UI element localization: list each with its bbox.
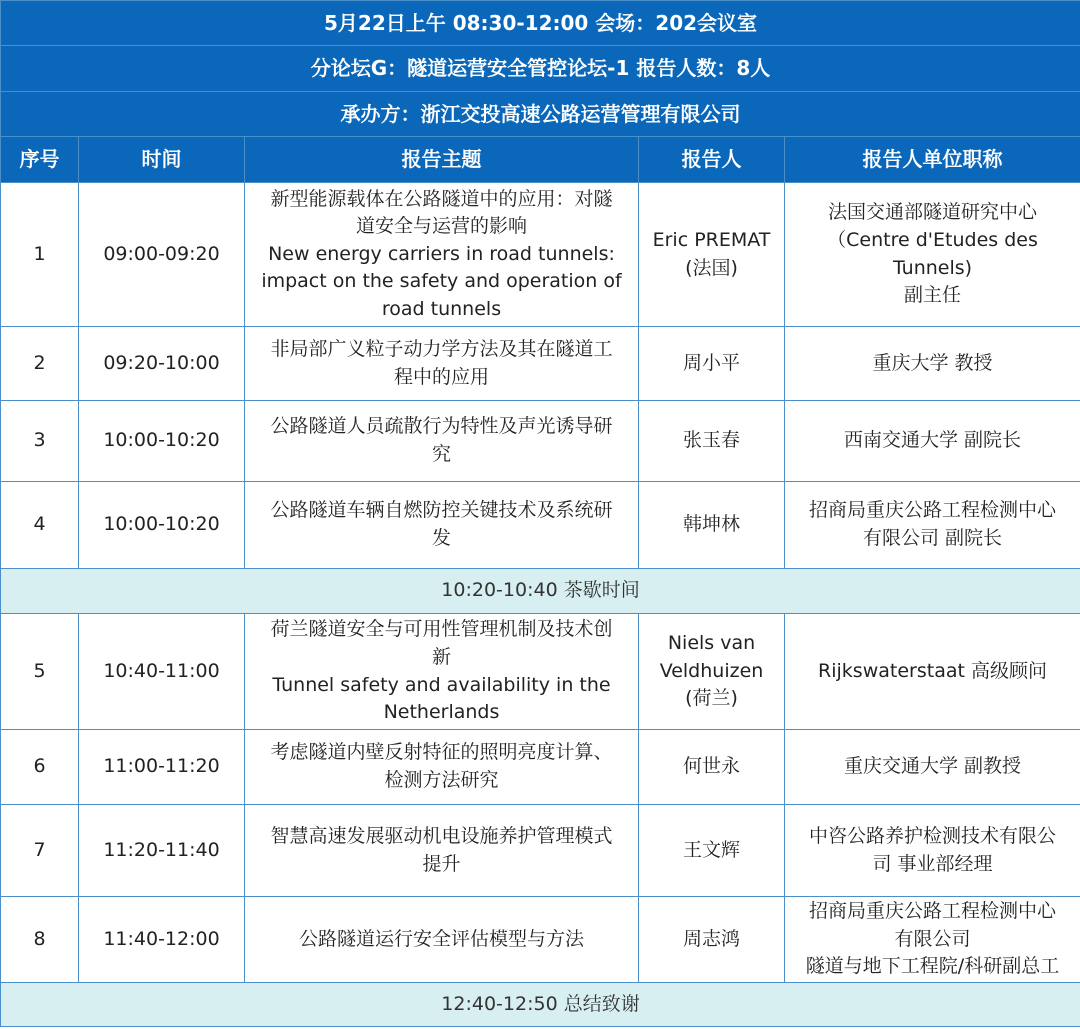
row-unit-line: Tunnels) [892,256,973,279]
header-topic: 报告主题 [245,137,639,183]
row-speaker-line: 何世永 [682,755,740,778]
row-speaker-line: (荷兰) [685,687,738,710]
row-number: 1 [1,183,79,327]
tea-break: 10:20-10:40 茶歇时间 [1,569,1080,614]
table-row [1,730,1080,805]
row-topic-line: 道安全与运营的影响 [355,215,527,238]
row-speaker-line: (法国) [685,256,738,279]
row-topic [245,482,639,569]
table-row [1,482,1080,569]
row-unit [785,183,1080,327]
row-unit-line: 重庆交通大学 副教授 [843,755,1022,778]
row-topic-line: 检测方法研究 [384,769,499,791]
row-unit-line: 隧道与地下工程院/科研副总工 [805,955,1060,978]
header-time: 时间 [79,137,245,183]
row-topic-line: 新型能源载体在公路隧道中的应用：对隧 [270,187,613,210]
row-unit-line: Rijkswaterstaat 高级顾问 [818,659,1047,682]
row-topic-line: New energy carriers in road tunnels: [268,242,615,265]
row-topic [245,327,639,401]
header-row [1,137,1080,183]
row-topic-line: 公路隧道运行安全评估模型与方法 [298,927,584,950]
closing-remarks: 12:40-12:50 总结致谢 [1,983,1080,1027]
row-time: 11:00-11:20 [79,730,245,805]
row-unit [785,805,1080,897]
row-speaker-line: 韩坤林 [682,513,740,536]
row-speaker-line: 周小平 [682,351,740,374]
row-time: 11:20-11:40 [79,805,245,897]
row-unit [785,614,1080,730]
row-number: 5 [1,614,79,730]
row-speaker-line: 周志鸿 [682,927,740,950]
table-row [1,401,1080,482]
row-topic [245,183,639,327]
row-speaker-line: 张玉春 [682,429,740,452]
row-speaker [639,327,785,401]
row-speaker-line: Veldhuizen [659,659,764,682]
row-topic [245,897,639,983]
row-topic-line: 公路隧道人员疏散行为特性及声光诱导研 [270,415,613,438]
row-topic-line: 智慧高速发展驱动机电设施养护管理模式 [270,824,613,847]
row-speaker [639,401,785,482]
row-speaker [639,183,785,327]
header-speaker: 报告人 [639,137,785,183]
row-speaker [639,897,785,983]
row-topic-line: 究 [431,443,451,465]
table-row [1,897,1080,983]
row-speaker-line: Eric PREMAT [652,228,771,251]
row-unit-line: 副主任 [904,284,962,307]
row-unit-line: 法国交通部隧道研究中心 [828,201,1038,224]
tea-break-row [1,569,1080,614]
row-number: 8 [1,897,79,983]
row-topic-line: 考虑隧道内壁反射特征的照明亮度计算、 [270,741,613,764]
row-topic-line: 发 [431,527,451,549]
row-topic-line: 非局部广义粒子动力学方法及其在隧道工 [270,337,613,360]
header-no: 序号 [1,137,79,183]
row-topic-line: 新 [431,645,451,668]
row-unit-line: 司 事业部经理 [872,852,993,875]
closing-remarks-row [1,983,1080,1027]
row-unit-line: 中咨公路养护检测技术有限公 [809,824,1057,847]
row-topic-line: 程中的应用 [393,365,489,388]
row-unit [785,897,1080,983]
row-topic-line: road tunnels [381,297,502,320]
row-topic-line: Netherlands [383,701,500,724]
row-number: 3 [1,401,79,482]
row-unit-line: 重庆大学 教授 [872,351,993,374]
row-unit [785,482,1080,569]
table-row [1,805,1080,897]
organizer-banner: 承办方：浙江交投高速公路运营管理有限公司 [1,92,1080,137]
table-row [1,614,1080,730]
row-time: 09:00-09:20 [79,183,245,327]
row-topic [245,614,639,730]
row-time: 10:40-11:00 [79,614,245,730]
row-speaker-line: Niels van [667,632,756,655]
row-unit-line: 招商局重庆公路工程检测中心 [809,900,1057,923]
row-number: 6 [1,730,79,805]
row-speaker [639,614,785,730]
row-unit-line: 招商局重庆公路工程检测中心 [809,499,1057,522]
row-speaker [639,805,785,897]
row-speaker [639,482,785,569]
row-speaker-line: 王文辉 [682,838,740,861]
row-number: 2 [1,327,79,401]
session-banner: 5月22日上午 08:30-12:00 会场：202会议室 [1,1,1080,46]
header-unit: 报告人单位职称 [785,137,1080,183]
row-time: 09:20-10:00 [79,327,245,401]
row-unit [785,401,1080,482]
table-row [1,183,1080,327]
row-unit-line: 有限公司 副院长 [862,527,1003,549]
table-row [1,327,1080,401]
row-time: 10:00-10:20 [79,482,245,569]
row-topic-line: 提升 [422,852,461,875]
row-topic-line: impact on the safety and operation of [261,270,622,293]
row-topic [245,401,639,482]
row-topic [245,805,639,897]
row-unit-line: 西南交通大学 副院长 [843,429,1022,452]
row-time: 10:00-10:20 [79,401,245,482]
row-time: 11:40-12:00 [79,897,245,983]
row-number: 4 [1,482,79,569]
row-unit-line: （Centre d'Etudes des [827,228,1038,251]
row-unit-line: 有限公司 [894,927,971,950]
row-unit [785,327,1080,401]
row-unit [785,730,1080,805]
row-topic [245,730,639,805]
forum-banner: 分论坛G：隧道运营安全管控论坛-1 报告人数：8人 [1,46,1080,92]
row-number: 7 [1,805,79,897]
row-topic-line: 荷兰隧道安全与可用性管理机制及技术创 [270,618,613,641]
row-topic-line: Tunnel safety and availability in the [272,673,611,696]
row-topic-line: 公路隧道车辆自燃防控关键技术及系统研 [270,499,613,522]
row-speaker [639,730,785,805]
